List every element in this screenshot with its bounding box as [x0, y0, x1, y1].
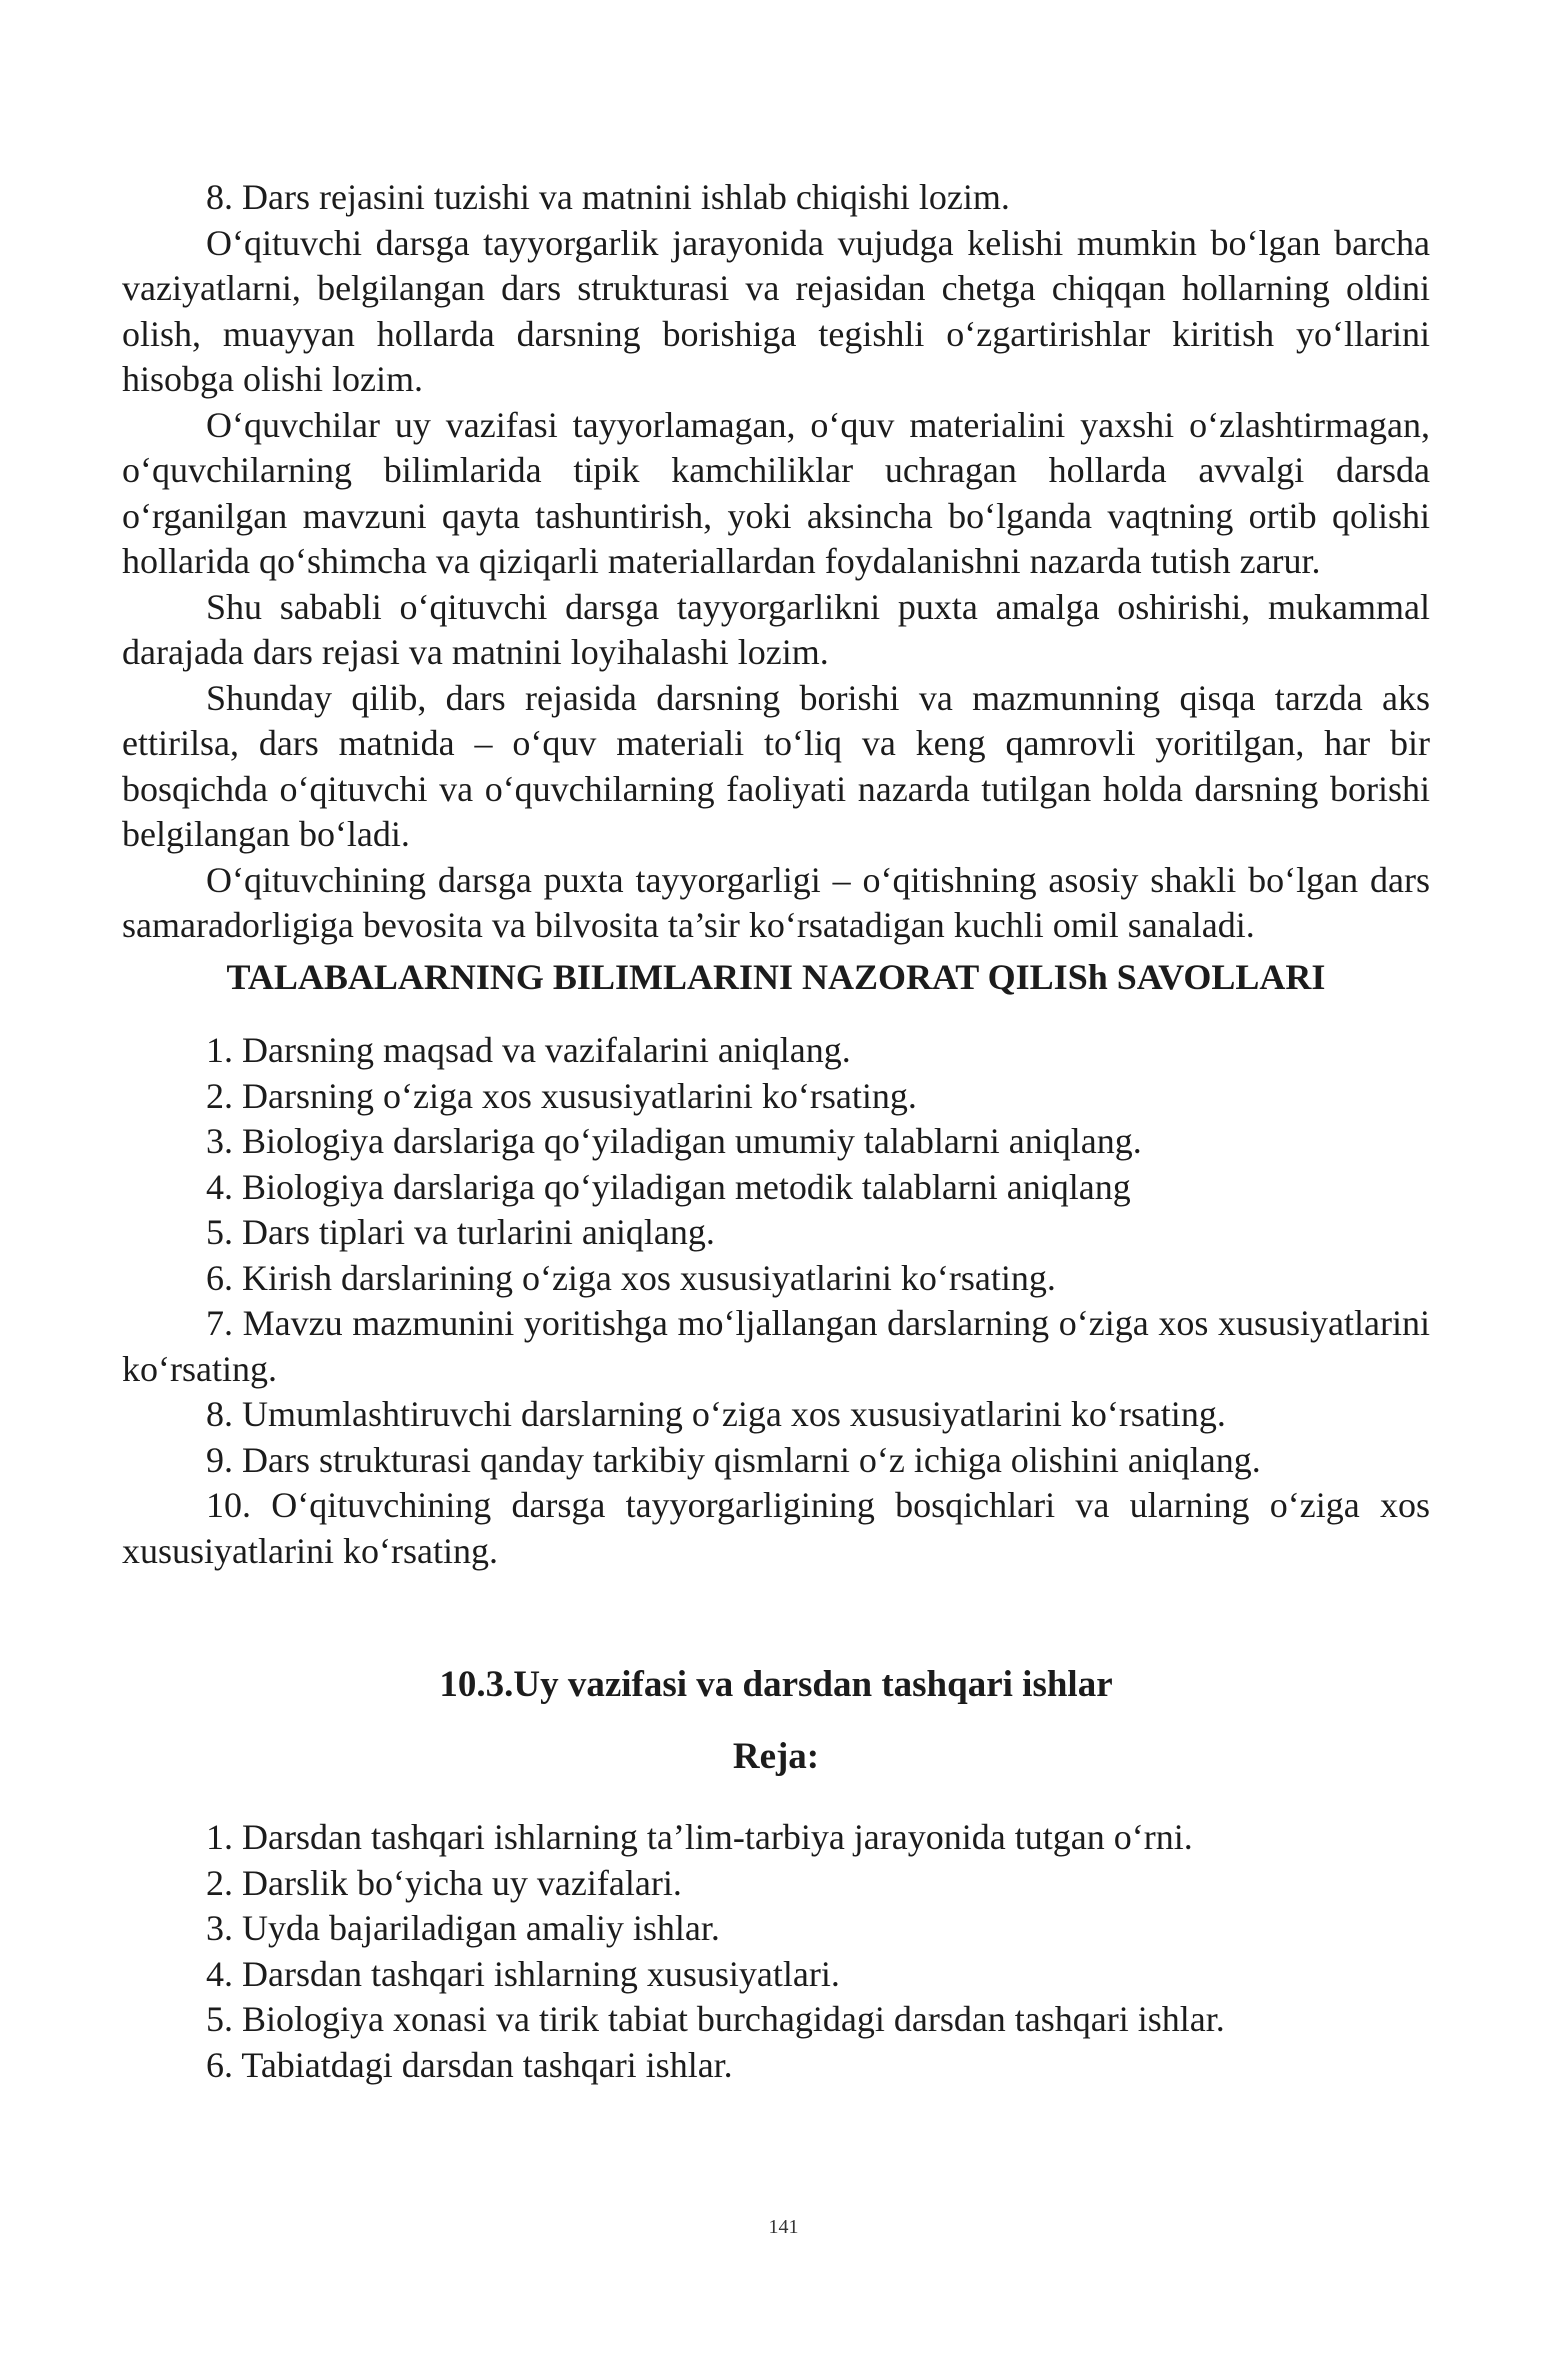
paragraph: O‘qituvchining darsga puxta tayyorgarligi – o‘qitishning asosiy shakli bo‘lgan dars samaradorligiga bevosita va bilvosita ta’sir ko‘rsatadigan kuchli omil sanaladi. [122, 859, 1430, 945]
plan-label: Reja: [732, 1735, 820, 1777]
page-number: 141 [768, 2216, 799, 2238]
paragraph: O‘quvchilar uy vazifasi tayyorlamagan, o‘quv materialini yaxshi o‘zlashtirmagan, o‘quvchilarning bilimlarida tipik kamchiliklar uchragan hollarda avvalgi darsda o‘rganilgan mavzuni qayta tashuntirish, yoki aksincha bo‘lganda vaqtning ortib qolishi hollarida qo‘shimcha va qiziqarli materiallardan foydalanishni nazarda tutish zarur. [122, 404, 1430, 581]
list-item: 10. O‘qituvchining darsga tayyorgarligining bosqichlari va ularning o‘ziga xos xususiyatlarini ko‘rsating. [122, 1485, 1430, 1571]
list-item: 2. Darsning o‘ziga xos xususiyatlarini ko‘rsating. [206, 1075, 917, 1116]
list-item: 3. Biologiya darslariga qo‘yiladigan umumiy talablarni aniqlang. [206, 1121, 1142, 1161]
list-item: 1. Darsning maqsad va vazifalarini aniqlang. [206, 1030, 851, 1070]
list-item: 3. Uyda bajariladigan amaliy ishlar. [206, 1908, 720, 1948]
list-item: 9. Dars strukturasi qanday tarkibiy qismlarni o‘z ichiga olishini aniqlang. [206, 1439, 1261, 1480]
control-questions-list [122, 1028, 1430, 1574]
list-item: 7. Mavzu mazmunini yoritishga mo‘ljallangan darslarning o‘ziga xos xususiyatlarini ko‘rsating. [122, 1303, 1430, 1389]
control-questions-heading: TALABALARNING BILIMLARINI NAZORAT QILISh SAVOLLARI [226, 956, 1326, 997]
list-item: 6. Kirish darslarining o‘ziga xos xususiyatlarini ko‘rsating. [206, 1257, 1056, 1298]
list-item: 8. Umumlashtiruvchi darslarning o‘ziga xos xususiyatlarini ko‘rsating. [206, 1394, 1226, 1434]
list-item: 5. Dars tiplari va turlarini aniqlang. [206, 1212, 715, 1252]
page-content [122, 175, 1430, 2088]
list-item: 4. Darsdan tashqari ishlarning xususiyatlari. [206, 1953, 840, 1994]
list-item: 1. Darsdan tashqari ishlarning ta’lim-tarbiya jarayonida tutgan o‘rni. [206, 1817, 1193, 1857]
paragraph: Shu sababli o‘qituvchi darsga tayyorgarlikni puxta amalga oshirishi, mukammal darajada dars rejasi va matnini loyihalashi lozim. [122, 586, 1430, 672]
list-item: 4. Biologiya darslariga qo‘yiladigan metodik talablarni aniqlang [206, 1166, 1131, 1207]
plan-list [122, 1815, 1430, 2088]
paragraph: Shunday qilib, dars rejasida darsning borishi va mazmunning qisqa tarzda aks ettirilsa, dars matnida – o‘quv materiali to‘liq va keng qamrovli yoritilgan, har bir bosqichda o‘qituvchi va o‘quvchilarning faoliyati nazarda tutilgan holda darsning borishi belgilangan bo‘ladi. [122, 677, 1430, 854]
section-title: 10.3.Uy vazifasi va darsdan tashqari ishlar [439, 1664, 1113, 1705]
list-item: 5. Biologiya xonasi va tirik tabiat burchagidagi darsdan tashqari ishlar. [206, 1999, 1225, 2039]
paragraph-item-8: 8. Dars rejasini tuzishi va matnini ishlab chiqishi lozim. [206, 177, 1010, 217]
paragraph: O‘qituvchi darsga tayyorgarlik jarayonida vujudga kelishi mumkin bo‘lgan barcha vaziyatlarni, belgilangan dars strukturasi va rejasidan chetga chiqqan hollarning oldini olish, muayyan hollarda darsning borishiga tegishli o‘zgartirishlar kiritish yo‘llarini hisobga olishi lozim. [122, 222, 1430, 399]
list-item: 2. Darslik bo‘yicha uy vazifalari. [206, 1862, 682, 1903]
list-item: 6. Tabiatdagi darsdan tashqari ishlar. [206, 2044, 733, 2085]
